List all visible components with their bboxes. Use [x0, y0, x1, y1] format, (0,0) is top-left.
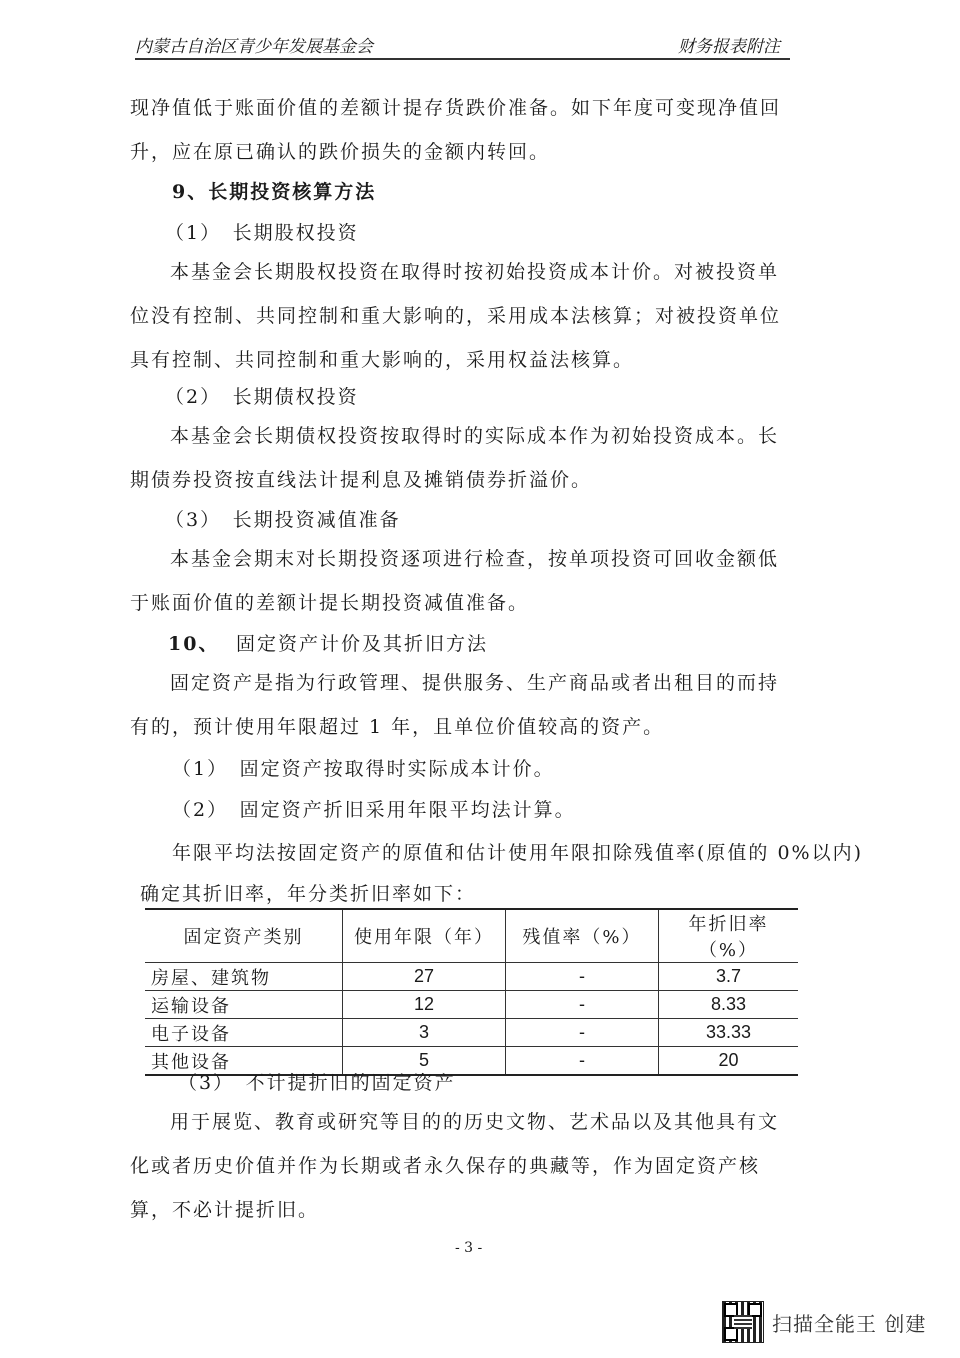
paragraph-10-2-line1: 年限平均法按固定资产的原值和估计使用年限扣除残值率(原值的 0%以内)	[172, 842, 864, 864]
header-category: 固定资产类别	[145, 909, 343, 963]
header-doc-title: 财务报表附注	[678, 37, 780, 57]
paragraph-9-2: 本基金会长期债权投资按取得时的实际成本作为初始投资成本。长期债券投资按直线法计提利息及摊销债券折溢价。	[130, 425, 780, 491]
section-9-2-heading: （2） 长期债权投资	[165, 386, 359, 408]
table-row	[145, 963, 798, 991]
section-9-1-heading: （1） 长期股权投资	[165, 222, 359, 244]
cell-useful-life: 27	[343, 963, 506, 991]
page-header	[135, 28, 790, 60]
cell-residual-rate: -	[506, 1019, 659, 1047]
section-10-2-heading: （2） 固定资产折旧采用年限平均法计算。	[172, 799, 576, 821]
watermark-text: 扫描全能王 创建	[772, 1311, 927, 1336]
paragraph-9-3: 本基金会期末对长期投资逐项进行检查，按单项投资可回收金额低于账面价值的差额计提长期投资减值准备。	[130, 548, 780, 614]
cell-residual-rate: -	[506, 1047, 659, 1076]
cell-annual-rate: 20	[718, 1050, 739, 1070]
cell-category: 运输设备	[145, 991, 343, 1019]
cell-annual-rate: 33.33	[659, 1019, 799, 1047]
header-annual-rate: 年折旧率（%）	[659, 909, 799, 963]
cell-category: 其他设备	[145, 1047, 343, 1076]
table-row	[145, 991, 798, 1019]
page-number: - 3 -	[455, 1240, 483, 1256]
depreciation-rate-table	[145, 908, 798, 1076]
table-header-row	[145, 909, 798, 963]
header-useful-life: 使用年限（年）	[343, 909, 506, 963]
cell-annual-rate: 3.7	[659, 963, 799, 991]
cell-useful-life: 12	[343, 991, 506, 1019]
paragraph-10-3: 用于展览、教育或研究等目的的历史文物、艺术品以及其他具有文化或者历史价值并作为长期或者永久保存的典藏等，作为固定资产核算，不必计提折旧。	[130, 1111, 780, 1221]
cell-residual-rate: -	[506, 991, 659, 1019]
header-residual-rate: 残值率（%）	[506, 909, 659, 963]
header-org: 内蒙古自治区青少年发展基金会	[135, 37, 373, 57]
paragraph-continuation: 现净值低于账面价值的差额计提存货跌价准备。如下年度可变现净值回升，应在原已确认的跌价损失的金额内转回。	[130, 97, 782, 163]
section-10-heading: 固定资产计价及其折旧方法	[236, 633, 489, 655]
cell-category: 电子设备	[145, 1019, 343, 1047]
cell-useful-life: 5	[343, 1047, 506, 1076]
section-10-1-heading: （1） 固定资产按取得时实际成本计价。	[172, 758, 555, 780]
cell-annual-rate: 8.33	[659, 991, 799, 1019]
scanner-watermark	[722, 1302, 926, 1342]
section-9-heading: 9、长期投资核算方法	[172, 181, 377, 203]
paragraph-10: 固定资产是指为行政管理、提供服务、生产商品或者出租目的而持有的，预计使用年限超过 1 年，且单位价值较高的资产。	[130, 672, 780, 738]
cell-category: 房屋、建筑物	[145, 963, 343, 991]
table-row	[145, 1019, 798, 1047]
section-10-3-heading: （3） 不计提折旧的固定资产	[178, 1072, 456, 1094]
cell-residual-rate: -	[506, 963, 659, 991]
paragraph-10-2-line2: 确定其折旧率，年分类折旧率如下：	[140, 883, 477, 905]
qr-code-icon	[722, 1301, 764, 1343]
cell-useful-life: 3	[343, 1019, 506, 1047]
section-9-3-heading: （3） 长期投资减值准备	[165, 509, 401, 531]
section-10-number: 10、	[168, 633, 220, 655]
paragraph-9-1: 本基金会长期股权投资在取得时按初始投资成本计价。对被投资单位没有控制、共同控制和重大影响的，采用成本法核算；对被投资单位具有控制、共同控制和重大影响的，采用权益法核算。	[130, 261, 782, 371]
